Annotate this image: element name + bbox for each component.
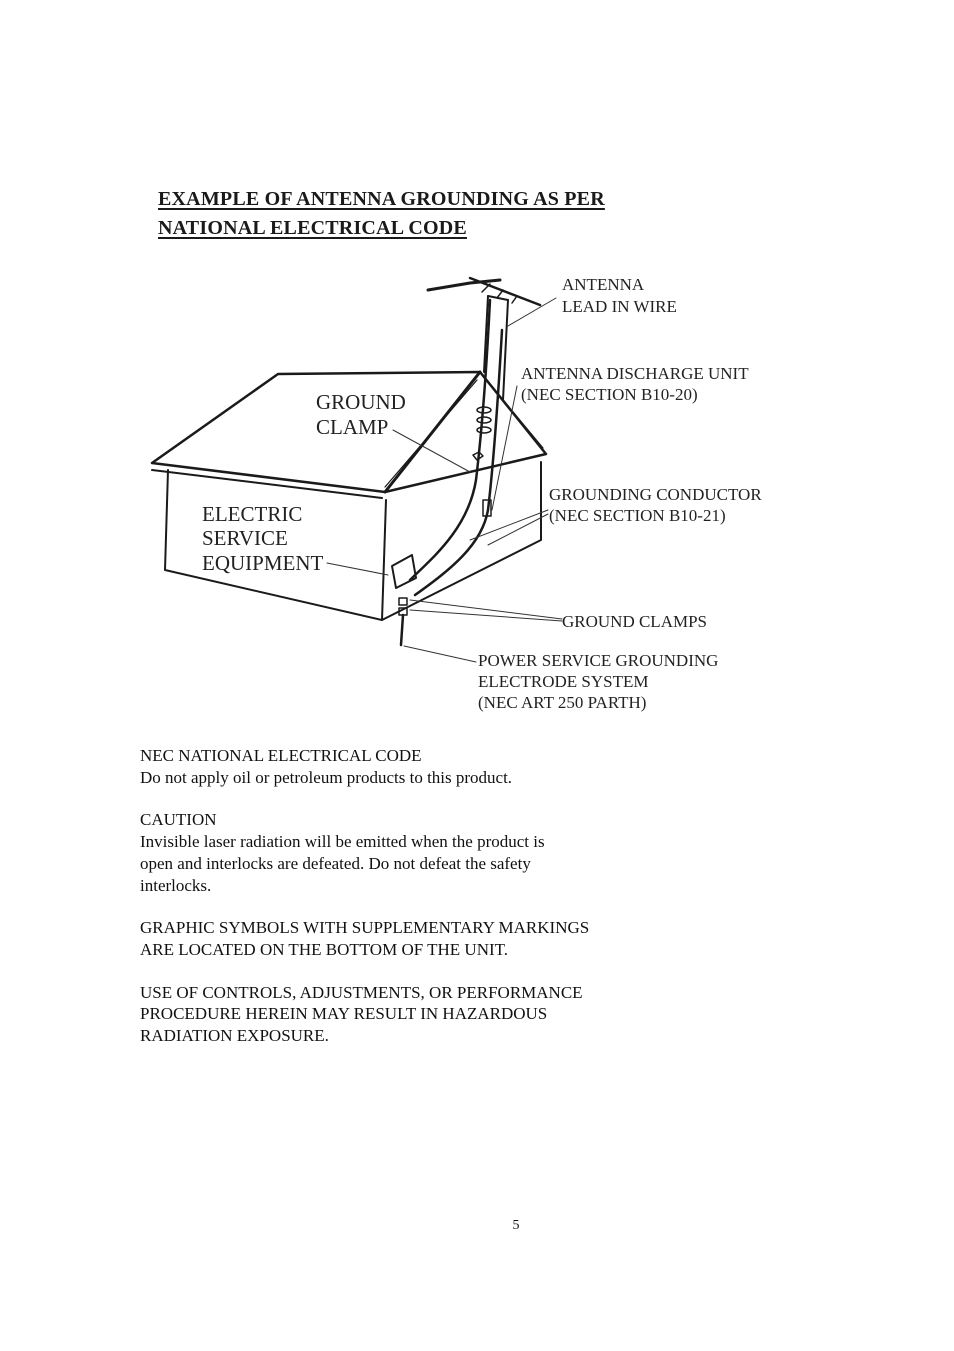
controls-line-2: PROCEDURE HEREIN MAY RESULT IN HAZARDOUS <box>140 1004 548 1024</box>
label-ground: GROUND <box>316 390 406 414</box>
body-text <box>140 745 760 1047</box>
label-grounding-conductor: GROUNDING CONDUCTOR <box>549 485 762 504</box>
service-box <box>392 555 416 588</box>
label-lead-in-wire: LEAD IN WIRE <box>562 297 677 316</box>
graphic-line-1: GRAPHIC SYMBOLS WITH SUPPLEMENTARY MARKINGS <box>140 918 590 938</box>
label-conductor-section: (NEC SECTION B10-21) <box>549 506 726 525</box>
label-ground-clamps: GROUND CLAMPS <box>562 612 707 631</box>
label-antenna: ANTENNA <box>562 275 645 294</box>
heading-line-2: NATIONAL ELECTRICAL CODE <box>158 217 467 239</box>
house-drawing <box>152 278 562 662</box>
caution-line-3: interlocks. <box>140 875 212 895</box>
heading-line-1: EXAMPLE OF ANTENNA GROUNDING AS PER <box>158 188 605 210</box>
controls-line-1: USE OF CONTROLS, ADJUSTMENTS, OR PERFORMANCE <box>140 982 583 1002</box>
caution-line-1: Invisible laser radiation will be emitted when the product is <box>140 832 545 852</box>
nec-title: NEC NATIONAL ELECTRICAL CODE <box>140 746 422 765</box>
ground-electrode <box>401 615 403 645</box>
label-clamp: CLAMP <box>316 415 389 439</box>
graphic-line-2: ARE LOCATED ON THE BOTTOM OF THE UNIT. <box>140 939 509 959</box>
label-discharge-unit: ANTENNA DISCHARGE UNIT <box>521 364 749 383</box>
diagram-heading <box>158 185 605 243</box>
controls-line-3: RADIATION EXPOSURE. <box>140 1026 329 1046</box>
label-service: SERVICE <box>202 526 288 550</box>
caution-title: CAUTION <box>140 810 217 830</box>
page-number: 5 <box>512 1218 520 1233</box>
label-electrode-system: ELECTRODE SYSTEM <box>478 672 649 691</box>
caution-line-2: open and interlocks are defeated. Do not defeat the safety <box>140 853 531 873</box>
label-nec-art: (NEC ART 250 PARTH) <box>478 693 647 712</box>
label-discharge-section: (NEC SECTION B10-20) <box>521 385 698 404</box>
label-power-service: POWER SERVICE GROUNDING <box>478 651 719 670</box>
label-electric: ELECTRIC <box>202 502 303 526</box>
diagram-labels <box>202 275 762 712</box>
antenna-grounding-diagram <box>140 265 800 725</box>
nec-note: Do not apply oil or petroleum products to this product. <box>140 767 513 787</box>
label-equipment: EQUIPMENT <box>202 551 324 575</box>
